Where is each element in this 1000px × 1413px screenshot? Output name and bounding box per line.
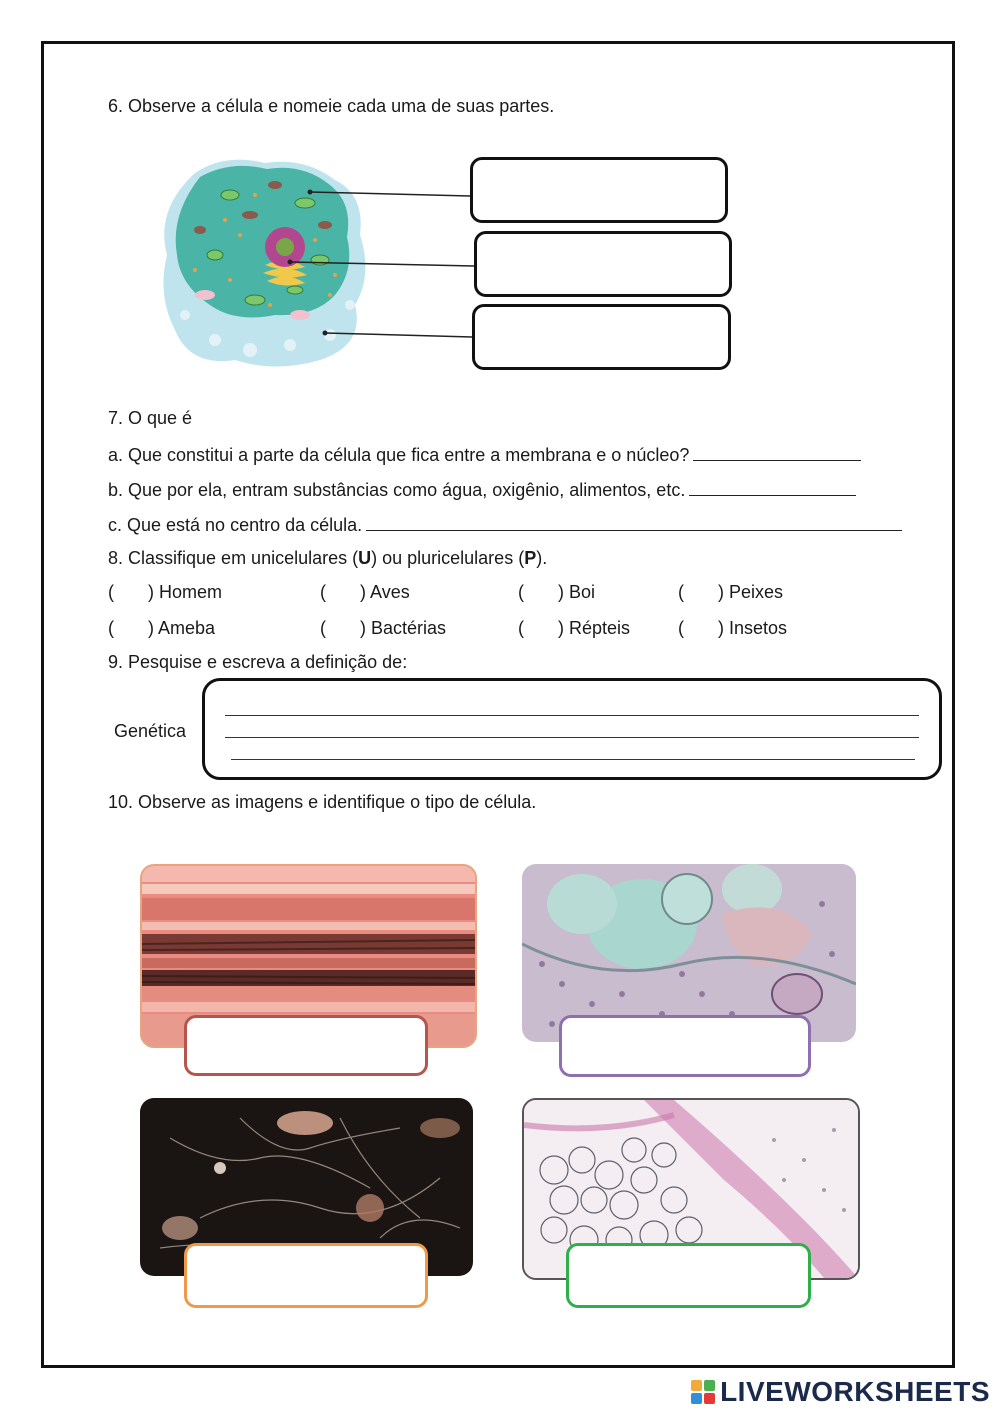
classify-item-homem[interactable]: ( ) Homem bbox=[108, 582, 223, 602]
q7-item-a bbox=[108, 442, 861, 466]
cell-type-answer-box-4[interactable] bbox=[566, 1243, 811, 1308]
q7-title: 7. O que é bbox=[108, 408, 193, 428]
definition-line-2 bbox=[225, 737, 919, 738]
definition-line-1 bbox=[225, 715, 919, 716]
q7-item-c-text: c. Que está no centro da célula. bbox=[108, 515, 363, 535]
classify-label: Aves bbox=[370, 582, 410, 602]
liveworksheets-logo bbox=[691, 1376, 990, 1408]
q8-title-u: U bbox=[358, 548, 372, 568]
liveworksheets-mark-icon bbox=[691, 1380, 715, 1404]
q8-title-prefix: 8. Classifique em unicelulares ( bbox=[108, 548, 359, 568]
classify-item-aves[interactable]: ( ) Aves bbox=[320, 582, 410, 602]
classify-item-ameba[interactable]: ( ) Ameba bbox=[108, 618, 216, 638]
classify-label: Peixes bbox=[729, 582, 784, 602]
q8-title-p: P bbox=[524, 548, 537, 568]
q8-title-suffix: ). bbox=[536, 548, 548, 568]
cell-part-answer-box-1[interactable] bbox=[470, 157, 728, 223]
q10-title: 10. Observe as imagens e identifique o tipo de célula. bbox=[108, 792, 537, 812]
classify-label: Ameba bbox=[158, 618, 216, 638]
q9-title: 9. Pesquise e escreva a definição de: bbox=[108, 652, 408, 672]
q7-item-c bbox=[108, 512, 902, 536]
classify-item-bacterias[interactable]: ( ) Bactérias bbox=[320, 618, 447, 638]
q7-item-a-text: a. Que constitui a parte da célula que fica entre a membrana e o núcleo? bbox=[108, 445, 690, 465]
q7-item-c-blank[interactable] bbox=[366, 512, 902, 531]
paren: ( bbox=[518, 618, 524, 638]
q7-item-b-blank[interactable] bbox=[689, 477, 856, 496]
paren: ( bbox=[518, 582, 524, 602]
paren: ( bbox=[108, 582, 114, 602]
classify-label: Répteis bbox=[569, 618, 631, 638]
paren: ( bbox=[678, 618, 684, 638]
cell-type-answer-box-3[interactable] bbox=[184, 1243, 428, 1308]
cell-part-answer-box-2[interactable] bbox=[474, 231, 732, 297]
q8-title bbox=[108, 547, 547, 569]
q7-item-b bbox=[108, 477, 856, 501]
paren: ( bbox=[320, 618, 326, 638]
q6-title: 6. Observe a célula e nomeie cada uma de suas partes. bbox=[108, 96, 555, 116]
cell-type-answer-box-2[interactable] bbox=[559, 1015, 811, 1077]
paren: ( bbox=[320, 582, 326, 602]
paren: ( bbox=[108, 618, 114, 638]
brand-text: LIVEWORKSHEETS bbox=[720, 1376, 990, 1407]
classify-label: Insetos bbox=[729, 618, 788, 638]
q7-item-b-text: b. Que por ela, entram substâncias como água, oxigênio, alimentos, etc. bbox=[108, 480, 686, 500]
q9-term: Genética bbox=[114, 721, 187, 741]
paren: ( bbox=[678, 582, 684, 602]
classify-label: Homem bbox=[159, 582, 223, 602]
classify-item-peixes[interactable]: ( ) Peixes bbox=[678, 582, 784, 602]
classify-label: Boi bbox=[569, 582, 596, 602]
classify-label: Bactérias bbox=[371, 618, 447, 638]
q8-title-mid: ) ou pluricelulares ( bbox=[371, 548, 525, 568]
classify-item-boi[interactable]: ( ) Boi bbox=[518, 582, 596, 602]
definition-box[interactable] bbox=[202, 678, 942, 780]
q7-item-a-blank[interactable] bbox=[693, 442, 861, 461]
classify-item-insetos[interactable]: ( ) Insetos bbox=[678, 618, 788, 638]
classify-item-repteis[interactable]: ( ) Répteis bbox=[518, 618, 631, 638]
definition-line-3 bbox=[231, 759, 915, 760]
cell-type-answer-box-1[interactable] bbox=[184, 1015, 428, 1076]
cell-part-answer-box-3[interactable] bbox=[472, 304, 731, 370]
